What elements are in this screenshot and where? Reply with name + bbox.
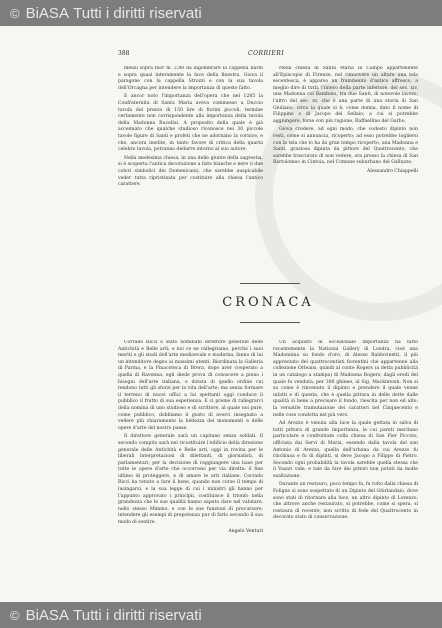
paragraph: Giova credere, ad ogni modo, che codesto dipinto non resti, come si annuncia, ricoperto; ad esso potrebbe togliersi con la tela che lo ha da gran tempo ricoperto, una Madonna e Santi, graziosa dipinta da pittore del Quattrocento, che sarebbe trascurato di non vedere, ora presso la chiesa di San Bartolomeo in Cintoia, nel Comune suburbano del Galluzzo. xyxy=(273,127,418,166)
signature: Angelo Venturi xyxy=(228,529,263,534)
paragraph: E ancor noto l'importanza dell'opera che nel 1285 la Confraternita di Santa Maria aveva commesso a Duccio tavola del prezzo di 150 lire di fiorini piccoli, termine certamente non corrispondente alla importanza della tavola della Madonna Rucellai. A proposito della quale è già accennato che qualche studioso riconosce nei 30 piccole tavole figure di Santi e profeti che ne adornano la cornice, e che, ancora inedite, in tanto favore di critica della quarta celebre tavola, potranno dedurre intorno al suo autore. xyxy=(118,94,263,153)
watermark-brand: BiASA xyxy=(25,4,69,22)
paragraph: Un acquisto di eccezionale importanza ha fatto recentemente la National Gallery di Londra, cioè una Madonnina su fondo d'oro, di Alesso Baldovinetti, il più apprezzato dei quattrocentisti fiorentini che appartenne alla collezione Orleans, quindi al conte Rogers (a detta pubblicità in un catalogo a stampa) di Madonna Rogers; dagli eredi del quale fu venduta, per 380 ghinee, al Sig. Mackintosh. Non si sa come è rinvenuto il dipinto e prendere il quale venne infatti e di questa, che è quella pittura in delle dette dalle qualità sì bene a precisare il fondo, riescita per non ed alto: la versatile tramutazione dei caratteri nel Cinquecento e nelle cose condotta nel più vero. xyxy=(273,340,418,418)
paragraph: Nella chiesa di Santa Maria in Campo appartenente all'Episcopio di Firenze, nel rimuovere un altare una tela secentesca, è apparso un frammento d'antico affresco, a meglio dire di tutti, l'intero della parte inferiore, del sec. xiv, una Madonna col Bambino, tra due Santi, di notevole lavoro; l'altro del sec. xv, che è una parte di una storia di San Giuliano, circa la quale si è, come donna, dato il nome di Filippino o di Jacopo del Sellaio, a cui si potrebbe aggiungere, forse con più ragione, Raffaellino del Garbo. xyxy=(273,66,418,124)
page-header xyxy=(118,50,418,60)
watermark-brand: BiASA xyxy=(25,606,69,624)
running-title: CORRIERI xyxy=(248,50,285,57)
signature: Alessandro Chiappelli xyxy=(367,168,418,174)
paragraph: Il direttore generale sarà un capitano senza soldati. Il secondo compito sarà nel ricostituire l'edificio della direzione generale delle Antichità e Belle arti, oggi in rovina per le liberali interpretazioni di dilettanti, di giornalisti, di parlamentari; per la decisione di raggiungere una base per tutte le opere d'arte che occorrono per via diretta: il fine ultimo di proteggere, e di amare le arti italiane. Corrado Ricci ha tenuto a fare il bene, quando non corse il tempo di lusingarsi, e la sua legge di cui i ministri gli hanno per l'appunto approvato i principii, costituisce il trionfo nella grandezza che le sue qualità hanno saputo dare nel valutare, nello stesso Mimmo, e con le sue funzioni di precursore, intendere gli esempi di prepotenza pur di farlo secondo il suo modo di sentire. xyxy=(118,434,263,526)
watermark-text: Tutti i diritti riservati xyxy=(73,4,202,22)
paragraph: Ad Arezzo è venuta alla luce la quale gettata in salva di tutti pittura di grande importanza, le cui pareti meritano particolare e confrontate colla chiesa di San Pier Piccolo, officiata dai Servi di Maria, essendo dalla tavola del san Antonio di Arezzo, quella dell'urbana da cui Arezzo fu rinchiusa e fu di dipinti, si deve Jacopo a Filippo di Pietro. Secondo ogni probabilità la tavola sarebbe quella stessa che il Vasari vide, e tale da fare dei pittori non potuti da molte esaltazione. xyxy=(273,421,418,479)
page-number: 388 xyxy=(118,50,130,57)
paragraph: Corrado Ricci è stato nominato direttore generale delle Antichità e Belle arti; e noi ce ne rallegriamo, perchè i suoi meriti e gli studi dell'arte medioevale e moderna, fanno di lui un intenditore degno ai massimi utenti. Riordinata la Galleria di Parma, e la Pinacoteca di Brera, dopo aver cooperato a quella di Ravenna, egli diede prova di conoscere a pieno i bisogni dell'arte italiana, e dotata di quello ordine cui tendono tutti gli sforzi per la vita dell'arte; ma senza formare il terreno di nuovi uffici a lui spettanti oggi conduce il pubblico il frutto di sua esperienza. E ci preme di rallegrarci della nomina di uno studioso e di scrittore, al quale noi pure, come pubblico, dobbiamo il gusto di averci insegnato a vedere più chiaramente la bellezza dei monumenti e delle opere d'arte del nostro paese. xyxy=(118,340,263,431)
copyright-icon: © xyxy=(10,5,20,21)
divider xyxy=(240,322,300,323)
watermark-band-top xyxy=(0,0,442,26)
copyright-icon: © xyxy=(10,607,20,623)
section-title: CRONACA xyxy=(222,295,314,310)
paragraph: Durante un restauro, poco tempo fa, fu tolto dalla chiesa di Foligno si sono sospettato di un Dipinto del Ghirlandaio, dove sono stati di ritornare alla luce, un altro dipinto di Lorenzo, che altrove anche restaurato, si potrebbe, come si spera, si restaura di recente, non scritto di fede del Quattrocento in decorato stato di conservazione. xyxy=(273,482,418,521)
watermark-band-bottom xyxy=(0,602,442,628)
article-right-column xyxy=(273,66,418,276)
cronaca-right-column xyxy=(273,340,418,570)
watermark-text: Tutti i diritti riservati xyxy=(73,606,202,624)
paragraph: Nella medesima chiesa, in una delle giunte della sagrestia, si è scoperta l'antica decorazione a liste bianche e nere (i due colori simbolici dei Domenicani), che sarebbe auspicabile veder tutta ripristinata per costituire alla chiesa l'antico carattere. xyxy=(118,155,263,188)
paragraph: menzi sopra fuor m. 2.80 da ingombrare la cappella Ilardi e sopra quasi interamente la luce della finestra. Giova il paragone con la cappella Strozzi e con la sua tavola dell'Orcagna per intendere la importanza di questo fatto. xyxy=(118,66,263,91)
cronaca-left-column xyxy=(118,340,263,528)
article-left-column xyxy=(118,66,263,264)
divider xyxy=(240,283,300,284)
